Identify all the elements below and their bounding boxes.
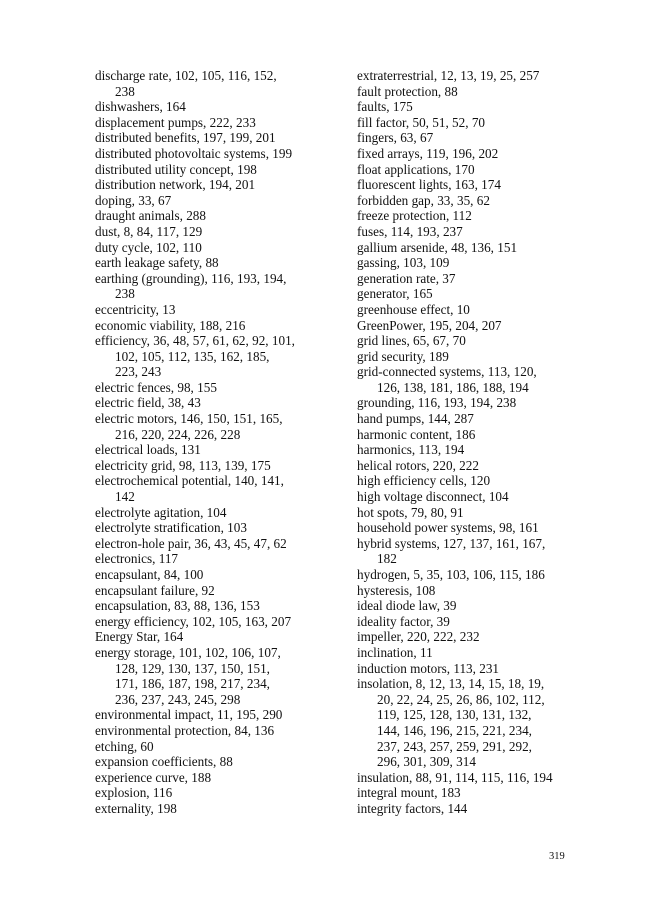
index-entry-continuation: 296, 301, 309, 314 (377, 754, 476, 770)
index-entry (357, 645, 577, 661)
index-entry-line: electrochemical potential, 140, 141, (95, 473, 284, 489)
index-entry-line: electrolyte stratification, 103 (95, 520, 247, 536)
index-entry (95, 395, 335, 411)
index-entry (357, 458, 577, 474)
index-entry-continuation: 119, 125, 128, 130, 131, 132, (377, 707, 532, 723)
index-entry-line: extraterrestrial, 12, 13, 19, 25, 257 (357, 68, 540, 83)
index-entry (95, 333, 335, 380)
index-entry (95, 614, 335, 630)
index-entry-continuation: 171, 186, 187, 198, 217, 234, (115, 676, 270, 692)
index-entry (95, 723, 335, 739)
index-entry (357, 349, 577, 365)
index-entry-line: earth leakage safety, 88 (95, 255, 219, 271)
index-entry-line: experience curve, 188 (95, 769, 212, 785)
index-entry (95, 255, 335, 271)
index-entry-line: grid lines, 65, 67, 70 (357, 333, 466, 349)
index-entry-line: electrical loads, 131 (95, 442, 201, 458)
index-entry-line: earthing (grounding), 116, 193, 194, (95, 270, 287, 286)
index-entry-line: electricity grid, 98, 113, 139, 175 (95, 457, 271, 473)
index-entry-line: impeller, 220, 222, 232 (357, 629, 480, 645)
index-entry-line: high voltage disconnect, 104 (357, 489, 509, 505)
index-entry (357, 442, 577, 458)
index-entry-line: distributed photovoltaic systems, 199 (95, 145, 293, 161)
index-entry (357, 193, 577, 209)
index-entry-line: efficiency, 36, 48, 57, 61, 62, 92, 101, (95, 333, 295, 349)
index-entry (95, 645, 335, 707)
index-entry-line: hand pumps, 144, 287 (357, 411, 474, 427)
index-entry-line: inclination, 11 (357, 644, 433, 660)
index-entry-line: fill factor, 50, 51, 52, 70 (357, 114, 486, 130)
index-entry-line: environmental impact, 11, 195, 290 (95, 707, 283, 723)
index-entry-line: dust, 8, 84, 117, 129 (95, 223, 203, 239)
index-entry-line: grid security, 189 (357, 348, 449, 364)
index-entry (357, 427, 577, 443)
index-entry (357, 567, 577, 583)
index-entry-line: externality, 198 (95, 800, 177, 816)
index-entry-line: forbidden gap, 33, 35, 62 (357, 192, 490, 208)
index-entry (95, 193, 335, 209)
index-entry-line: grounding, 116, 193, 194, 238 (357, 395, 517, 411)
index-entry (357, 68, 577, 84)
index-entry (357, 99, 577, 115)
index-entry (357, 208, 577, 224)
index-entry (95, 146, 335, 162)
index-entry-line: ideal diode law, 39 (357, 598, 457, 614)
index-entry (95, 754, 335, 770)
index-entry (95, 770, 335, 786)
index-entry (357, 473, 577, 489)
index-entry-line: helical rotors, 220, 222 (357, 457, 479, 473)
index-entry-line: etching, 60 (95, 738, 154, 754)
index-entry-continuation: 182 (377, 551, 397, 567)
index-entry (357, 333, 577, 349)
index-entry (357, 224, 577, 240)
index-entry (357, 255, 577, 271)
index-entry-continuation: 238 (115, 286, 135, 302)
index-entry (357, 302, 577, 318)
index-entry-continuation: 102, 105, 112, 135, 162, 185, (115, 348, 270, 364)
index-entry-line: duty cycle, 102, 110 (95, 239, 202, 255)
index-entry-continuation: 236, 237, 243, 245, 298 (115, 691, 241, 707)
index-entry (357, 146, 577, 162)
index-entry (357, 162, 577, 178)
index-entry (95, 583, 335, 599)
index-column-right (357, 68, 577, 817)
index-entry-continuation: 144, 146, 196, 215, 221, 234, (377, 722, 532, 738)
index-entry-line: induction motors, 113, 231 (357, 660, 500, 676)
index-entry (357, 614, 577, 630)
index-entry (95, 318, 335, 334)
index-entry-line: generation rate, 37 (357, 270, 456, 286)
index-entry-line: electric field, 38, 43 (95, 395, 201, 411)
index-entry (357, 629, 577, 645)
index-entry-line: electronics, 117 (95, 551, 179, 567)
index-entry (95, 536, 335, 552)
index-entry-line: draught animals, 288 (95, 208, 206, 224)
index-entry (357, 240, 577, 256)
index-entry-line: fuses, 114, 193, 237 (357, 223, 463, 239)
index-entry (357, 770, 577, 786)
index-entry-line: float applications, 170 (357, 161, 475, 177)
index-entry-line: energy storage, 101, 102, 106, 107, (95, 644, 281, 660)
index-entry-line: dishwashers, 164 (95, 99, 186, 115)
index-entry-line: faults, 175 (357, 99, 413, 115)
index-entry (95, 598, 335, 614)
index-entry (357, 318, 577, 334)
index-entry (357, 505, 577, 521)
index-entry (95, 240, 335, 256)
index-entry-line: electric motors, 146, 150, 151, 165, (95, 411, 283, 427)
index-entry-line: distributed utility concept, 198 (95, 161, 257, 177)
index-entry (95, 567, 335, 583)
index-entry-line: doping, 33, 67 (95, 192, 172, 208)
index-entry-line: Energy Star, 164 (95, 629, 184, 645)
index-entry-line: distribution network, 194, 201 (95, 177, 256, 193)
index-entry-line: discharge rate, 102, 105, 116, 152, (95, 68, 277, 83)
index-entry (95, 208, 335, 224)
page-number: 319 (549, 851, 565, 862)
index-entry-line: high efficiency cells, 120 (357, 473, 491, 489)
index-entry-line: harmonic content, 186 (357, 426, 476, 442)
index-entry-line: explosion, 116 (95, 785, 173, 801)
index-entry-line: expansion coefficients, 88 (95, 754, 233, 770)
index-entry (357, 536, 577, 567)
index-entry (357, 364, 577, 395)
index-entry (357, 598, 577, 614)
index-entry (95, 411, 335, 442)
index-entry (357, 115, 577, 131)
index-entry (357, 676, 577, 770)
index-entry-line: generator, 165 (357, 286, 433, 302)
index-entry-continuation: 126, 138, 181, 186, 188, 194 (377, 379, 529, 395)
index-entry-continuation: 216, 220, 224, 226, 228 (115, 426, 241, 442)
index-entry (95, 224, 335, 240)
index-entry (95, 801, 335, 817)
index-entry (357, 520, 577, 536)
index-entry-line: encapsulant, 84, 100 (95, 567, 204, 582)
index-entry (95, 505, 335, 521)
index-entry (95, 68, 335, 99)
index-entry-line: eccentricity, 13 (95, 301, 176, 317)
index-entry (95, 302, 335, 318)
index-entry-line: gassing, 103, 109 (357, 255, 450, 271)
index-entry (95, 380, 335, 396)
index-entry (357, 395, 577, 411)
index-entry-line: grid-connected systems, 113, 120, (357, 364, 537, 380)
index-entry (357, 177, 577, 193)
index-entry-line: fault protection, 88 (357, 83, 458, 99)
index-entry-line: gallium arsenide, 48, 136, 151 (357, 239, 518, 255)
index-entry (95, 130, 335, 146)
index-entry-line: freeze protection, 112 (357, 208, 472, 224)
index-entry (357, 785, 577, 801)
index-entry (95, 473, 335, 504)
index-entry (95, 520, 335, 536)
index-entry (357, 271, 577, 287)
index-entry-line: encapsulant failure, 92 (95, 582, 215, 598)
index-entry (95, 707, 335, 723)
index-entry-continuation: 128, 129, 130, 137, 150, 151, (115, 660, 270, 676)
index-entry (95, 442, 335, 458)
index-entry-line: electron-hole pair, 36, 43, 45, 47, 62 (95, 535, 287, 551)
index-entry (95, 115, 335, 131)
index-entry-line: electric fences, 98, 155 (95, 379, 217, 395)
index-entry-line: GreenPower, 195, 204, 207 (357, 317, 502, 333)
index-entry-continuation: 142 (115, 489, 135, 505)
index-entry (357, 411, 577, 427)
index-entry (95, 629, 335, 645)
index-entry-line: insolation, 8, 12, 13, 14, 15, 18, 19, (357, 676, 545, 692)
index-entry-line: hysteresis, 108 (357, 582, 436, 598)
index-entry-line: harmonics, 113, 194 (357, 442, 465, 458)
index-entry-line: integrity factors, 144 (357, 800, 468, 816)
index-entry-line: displacement pumps, 222, 233 (95, 114, 256, 130)
index-entry (95, 458, 335, 474)
index-entry-line: household power systems, 98, 161 (357, 520, 539, 536)
index-entry-line: distributed benefits, 197, 199, 201 (95, 130, 276, 146)
index-entry-line: hydrogen, 5, 35, 103, 106, 115, 186 (357, 567, 545, 582)
index-entry-line: encapsulation, 83, 88, 136, 153 (95, 598, 260, 614)
index-entry (357, 130, 577, 146)
index-entry-line: greenhouse effect, 10 (357, 301, 470, 317)
index-entry (357, 286, 577, 302)
index-entry-line: energy efficiency, 102, 105, 163, 207 (95, 613, 292, 629)
index-entry (357, 661, 577, 677)
index-entry (357, 801, 577, 817)
index-entry-continuation: 20, 22, 24, 25, 26, 86, 102, 112, (377, 691, 545, 707)
index-entry-line: fixed arrays, 119, 196, 202 (357, 145, 499, 161)
index-entry (95, 785, 335, 801)
index-entry (95, 162, 335, 178)
index-entry-line: environmental protection, 84, 136 (95, 722, 275, 738)
index-entry-continuation: 237, 243, 257, 259, 291, 292, (377, 738, 532, 754)
index-entry-line: insulation, 88, 91, 114, 115, 116, 194 (357, 769, 553, 785)
index-entry-line: hot spots, 79, 80, 91 (357, 504, 464, 520)
index-entry-continuation: 238 (115, 83, 135, 99)
index-entry-line: electrolyte agitation, 104 (95, 504, 227, 520)
index-entry (95, 271, 335, 302)
index-entry (357, 84, 577, 100)
index-entry (95, 739, 335, 755)
index-entry-line: integral mount, 183 (357, 785, 461, 801)
index-entry-line: fingers, 63, 67 (357, 130, 434, 146)
index-entry-line: ideality factor, 39 (357, 613, 450, 629)
index-entry-line: hybrid systems, 127, 137, 161, 167, (357, 535, 546, 551)
index-entry-continuation: 223, 243 (115, 364, 162, 380)
index-entry-line: fluorescent lights, 163, 174 (357, 177, 501, 193)
index-entry-line: economic viability, 188, 216 (95, 317, 246, 333)
index-entry (95, 177, 335, 193)
index-entry (95, 551, 335, 567)
index-entry (95, 99, 335, 115)
index-column-left (95, 68, 335, 817)
index-entry (357, 489, 577, 505)
index-entry (357, 583, 577, 599)
